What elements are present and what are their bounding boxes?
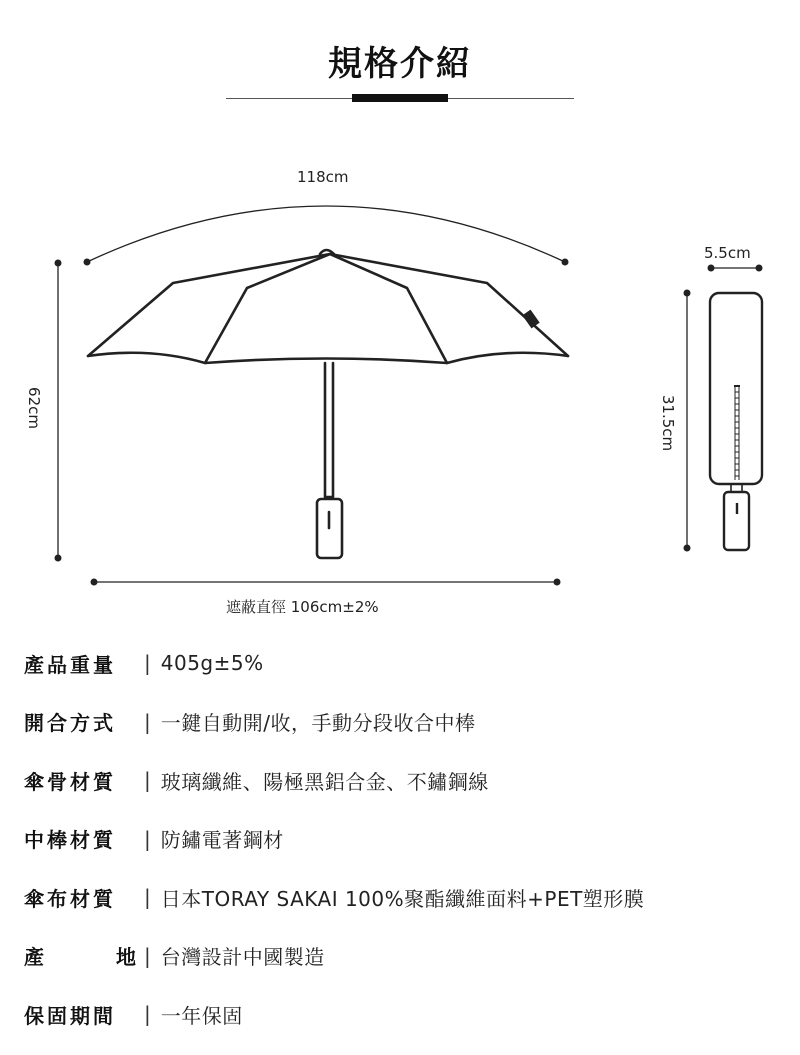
spec-value: 一年保固 [160, 1003, 243, 1028]
spec-label-part: 地 [116, 945, 136, 969]
height-dot-bottom [55, 555, 62, 562]
spec-separator: | [144, 826, 151, 851]
spec-label-part: 產 [24, 945, 44, 969]
spec-label: 傘骨材質 [24, 769, 116, 794]
spec-label: 開合方式 [24, 711, 116, 735]
folded-length-dot-top [684, 290, 691, 297]
spec-separator: | [144, 709, 151, 734]
folded-width-dot-right [756, 265, 763, 272]
spec-row-rib-material [24, 762, 784, 798]
width-label: 118cm [297, 168, 349, 186]
page-title: 規格介紹 [328, 44, 472, 84]
width-dot-right [562, 259, 569, 266]
spec-row-fabric-material [24, 879, 784, 915]
spec-value: 防鏽電著鋼材 [160, 828, 284, 852]
spec-label: 中棒材質 [24, 828, 116, 852]
spec-row-warranty [24, 996, 784, 1032]
width-dot-left [84, 259, 91, 266]
folded-length-label: 31.5cm [659, 394, 678, 452]
shade-dot-right [554, 579, 561, 586]
spec-label [24, 941, 136, 970]
spec-value: 日本TORAY SAKAI 100%聚酯纖維面料+PET塑形膜 [160, 886, 645, 911]
spec-row-origin [24, 938, 784, 974]
height-label: 62cm [24, 387, 43, 429]
shade-diameter-label: 遮蔽直徑 106cm±2% [226, 598, 379, 616]
folded-width-dot-left [708, 265, 715, 272]
spec-row-open-close [24, 704, 784, 740]
spec-separator: | [144, 943, 151, 968]
spec-separator: | [144, 651, 151, 675]
shade-dot-left [91, 579, 98, 586]
folded-zipper-icon [734, 386, 740, 480]
spec-separator: | [144, 885, 151, 909]
spec-value: 玻璃纖維、陽極黑鋁合金、不鏽鋼線 [160, 769, 489, 794]
height-dot-top [55, 260, 62, 267]
spec-list [24, 645, 784, 1055]
folded-length-dot-bottom [684, 545, 691, 552]
spec-row-weight [24, 645, 784, 681]
folded-width-label: 5.5cm [704, 244, 751, 262]
spec-value: 405g±5% [160, 651, 264, 675]
spec-separator: | [144, 1002, 151, 1026]
spec-value: 一鍵自動開/收，手動分段收合中棒 [160, 711, 476, 735]
spec-label: 傘布材質 [24, 886, 116, 911]
open-umbrella-icon [88, 250, 568, 558]
spec-label: 保固期間 [24, 1003, 116, 1028]
canopy-tag-icon [522, 310, 539, 329]
spec-label: 產品重量 [24, 652, 116, 677]
spec-separator: | [144, 768, 151, 792]
spec-row-shaft-material [24, 821, 784, 857]
spec-value: 台灣設計中國製造 [160, 945, 325, 969]
